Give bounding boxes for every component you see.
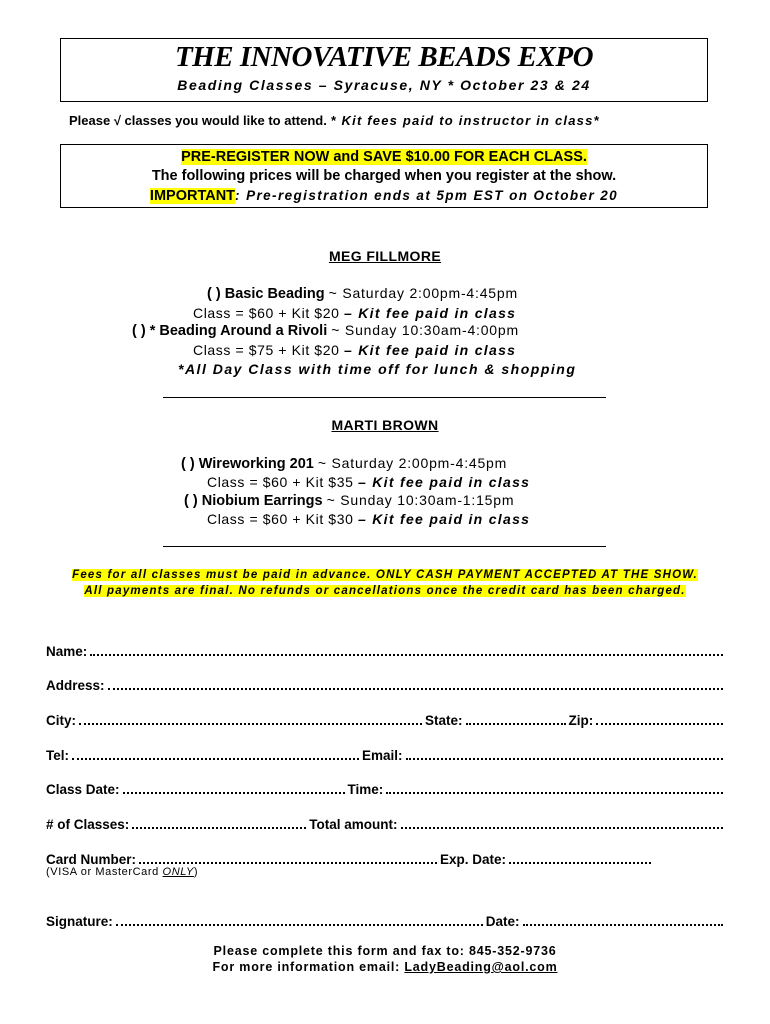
num-classes-field[interactable]: [132, 826, 306, 829]
class-price-text: Class = $60 + Kit $30: [207, 511, 354, 527]
contact-email-link[interactable]: LadyBeading@aol.com: [404, 960, 558, 974]
zip-label: Zip:: [568, 713, 594, 728]
class-title: Beading Around a Rivoli: [159, 323, 328, 339]
city-label: City:: [46, 713, 76, 728]
fax-instruction: Please complete this form and fax to: 845-352-9736: [213, 944, 557, 958]
class-title: Niobium Earrings: [201, 493, 323, 509]
preregister-pricing-note: The following prices will be charged when you register at the show.: [151, 168, 617, 184]
class-price: [193, 342, 516, 358]
instructor-name: MARTI BROWN: [331, 417, 439, 433]
name-field[interactable]: [90, 653, 723, 656]
signature-row: [46, 911, 726, 929]
email-line: [0, 960, 770, 974]
signature-field[interactable]: [116, 923, 483, 926]
class-checkbox[interactable]: ( ): [184, 493, 198, 509]
title-box: [60, 38, 708, 102]
class-option-wireworking-201[interactable]: [181, 455, 507, 472]
class-schedule: ~ Sunday 10:30am-1:15pm: [326, 492, 515, 508]
class-price: [193, 305, 516, 321]
class-option-niobium-earrings[interactable]: [184, 492, 514, 509]
card-note-only: ONLY: [162, 866, 194, 878]
page-title: THE INNOVATIVE BEADS EXPO: [174, 41, 594, 73]
card-note-text: (VISA or MasterCard: [46, 866, 163, 878]
class-title: Basic Beading: [224, 286, 325, 302]
preregister-box: [60, 144, 708, 208]
fees-line-1: Fees for all classes must be paid in advance. ONLY CASH PAYMENT ACCEPTED AT THE SHOW.: [72, 569, 698, 581]
all-day-note: *All Day Class with time off for lunch & shopping: [178, 361, 577, 377]
state-label: State:: [425, 713, 463, 728]
class-price: [207, 511, 530, 527]
class-schedule: ~ Sunday 10:30am-4:00pm: [331, 322, 519, 338]
divider: [163, 546, 606, 547]
tel-label: Tel:: [46, 748, 69, 763]
class-date-field[interactable]: [123, 791, 345, 794]
name-row: [46, 641, 726, 659]
total-amount-field[interactable]: [401, 826, 723, 829]
class-option-beading-around-rivoli[interactable]: [132, 322, 519, 339]
exp-date-field[interactable]: [509, 861, 651, 864]
class-title: Wireworking 201: [198, 456, 314, 472]
class-checkbox[interactable]: ( ): [181, 456, 195, 472]
time-label: Time:: [347, 782, 384, 797]
card-note: [46, 866, 198, 878]
address-field[interactable]: [108, 687, 723, 690]
divider: [163, 397, 606, 398]
instructor-name: MEG FILLMORE: [328, 248, 442, 264]
state-field[interactable]: [466, 722, 566, 725]
exp-date-label: Exp. Date:: [440, 852, 507, 867]
email-prefix: For more information email:: [212, 960, 405, 974]
card-row: [46, 849, 726, 867]
instructor-2: [0, 417, 770, 435]
class-price-text: Class = $60 + Kit $20: [193, 305, 340, 321]
kit-note: – Kit fee paid in class: [357, 474, 531, 490]
address-label: Address:: [46, 678, 105, 693]
signature-label: Signature:: [46, 914, 113, 929]
email-field[interactable]: [406, 757, 723, 760]
class-option-basic-beading[interactable]: [207, 285, 518, 302]
tel-field[interactable]: [72, 757, 359, 760]
important-text: : Pre-registration ends at 5pm EST on October 20: [235, 188, 619, 203]
classes-row: [46, 814, 726, 832]
important-label: IMPORTANT: [149, 188, 236, 204]
page-subtitle: Beading Classes – Syracuse, NY * October 23 & 24: [177, 77, 591, 93]
email-label: Email:: [362, 748, 403, 763]
class-checkbox[interactable]: ( ) *: [132, 323, 156, 339]
total-amount-label: Total amount:: [309, 817, 398, 832]
card-number-field[interactable]: [139, 861, 437, 864]
class-schedule: ~ Saturday 2:00pm-4:45pm: [328, 285, 518, 301]
class-date-label: Class Date:: [46, 782, 120, 797]
city-row: [46, 710, 726, 728]
instructions-text: Please √ classes you would like to attend.: [69, 113, 327, 128]
num-classes-label: # of Classes:: [46, 817, 130, 832]
date-field[interactable]: [523, 923, 723, 926]
class-checkbox[interactable]: ( ): [207, 286, 221, 302]
kit-note: – Kit fee paid in class: [343, 305, 517, 321]
fees-notice-2: [0, 581, 770, 599]
fees-line-2: All payments are final. No refunds or cancellations once the credit card has been charged.: [84, 585, 686, 597]
class-price-text: Class = $75 + Kit $20: [193, 342, 340, 358]
name-label: Name:: [46, 644, 88, 659]
card-number-label: Card Number:: [46, 852, 137, 867]
class-price: [207, 474, 530, 490]
address-row: [46, 675, 726, 693]
instructions-note: * Kit fees paid to instructor in class*: [330, 113, 600, 128]
kit-note: – Kit fee paid in class: [343, 342, 517, 358]
class-date-row: [46, 779, 726, 797]
instructions: [69, 113, 600, 128]
time-field[interactable]: [386, 791, 723, 794]
city-field[interactable]: [79, 722, 422, 725]
instructor-1: [0, 248, 770, 266]
date-label: Date:: [485, 914, 520, 929]
tel-row: [46, 745, 726, 763]
zip-field[interactable]: [596, 722, 723, 725]
class-price-text: Class = $60 + Kit $35: [207, 474, 354, 490]
preregister-headline: PRE-REGISTER NOW and SAVE $10.00 FOR EACH CLASS.: [181, 149, 587, 165]
class-schedule: ~ Saturday 2:00pm-4:45pm: [317, 455, 508, 471]
card-note-close: ): [193, 866, 199, 878]
kit-note: – Kit fee paid in class: [357, 511, 531, 527]
